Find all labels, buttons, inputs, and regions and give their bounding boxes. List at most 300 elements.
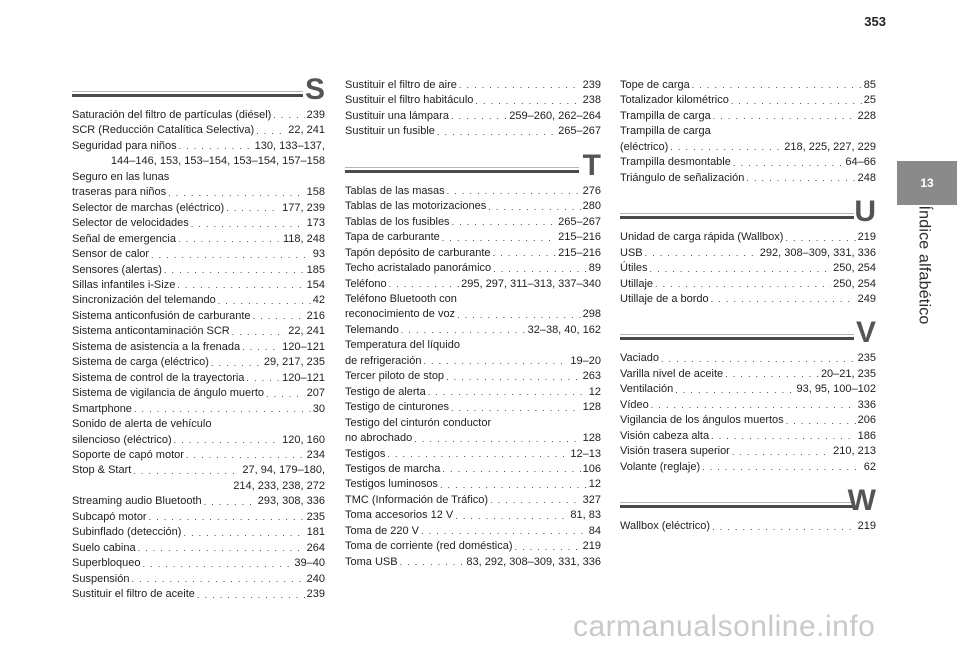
entry-pages[interactable]: 239 bbox=[582, 79, 601, 91]
entry-line bbox=[345, 508, 601, 523]
index-entry bbox=[620, 460, 876, 475]
index-entry bbox=[620, 93, 876, 108]
entry-term: Sistema anticonfusión de carburante bbox=[72, 309, 251, 322]
entry-term: Testigo del cinturón conductor bbox=[345, 416, 492, 429]
entry-term: Seguridad para niños bbox=[72, 139, 177, 152]
entry-pages[interactable]: 336 bbox=[857, 398, 876, 411]
leader-dots bbox=[446, 370, 581, 385]
index-entry bbox=[72, 556, 325, 571]
entry-pages[interactable]: 22, 241 bbox=[288, 325, 325, 338]
chapter-tab[interactable] bbox=[897, 161, 957, 205]
entry-pages[interactable]: 219 bbox=[857, 520, 876, 533]
entry-term: Toma USB bbox=[345, 555, 398, 568]
entry-line bbox=[72, 556, 325, 571]
entry-term: Subcapó motor bbox=[72, 510, 147, 523]
entry-pages[interactable]: 39–40 bbox=[294, 557, 325, 570]
section-letter: W bbox=[847, 484, 876, 518]
entry-pages[interactable]: 292, 308–309, 331, 336 bbox=[759, 246, 876, 259]
leader-dots bbox=[151, 248, 311, 263]
leader-dots bbox=[423, 354, 568, 369]
entry-term: Utillaje bbox=[620, 277, 654, 290]
entry-pages[interactable]: 120–121 bbox=[282, 340, 325, 353]
section-rule bbox=[620, 216, 854, 219]
entry-line bbox=[620, 398, 876, 413]
entry-pages[interactable]: 128 bbox=[582, 432, 601, 445]
section-letter: V bbox=[855, 316, 876, 350]
entry-line bbox=[72, 201, 325, 216]
entry-pages[interactable]: 264 bbox=[306, 541, 325, 554]
entry-pages[interactable]: 293, 308, 336 bbox=[257, 495, 325, 508]
section-rule bbox=[620, 505, 854, 508]
leader-dots bbox=[414, 432, 580, 447]
entry-pages[interactable]: 327 bbox=[582, 493, 601, 506]
index-entry bbox=[345, 261, 601, 276]
entry-term: silencioso (eléctrico) bbox=[72, 433, 172, 446]
entry-term: Subinflado (detección) bbox=[72, 526, 182, 539]
leader-dots bbox=[400, 555, 465, 570]
entry-term: Tope de carga bbox=[620, 79, 690, 91]
index-entry bbox=[72, 293, 325, 308]
entry-line bbox=[345, 477, 601, 492]
entry-term: Stop & Start bbox=[72, 464, 132, 477]
entry-line bbox=[345, 277, 601, 292]
entry-pages[interactable]: 85 bbox=[863, 79, 876, 91]
entry-pages[interactable]: 207 bbox=[306, 387, 325, 400]
entry-line bbox=[345, 109, 601, 124]
entry-pages[interactable]: 295, 297, 311–313, 337–340 bbox=[461, 277, 601, 290]
index-entry bbox=[72, 587, 325, 602]
entry-term: Trampilla de carga bbox=[620, 109, 711, 122]
index-section bbox=[620, 484, 876, 534]
entry-pages[interactable]: 235 bbox=[306, 510, 325, 523]
entry-pages[interactable]: 130, 133–137, bbox=[254, 139, 325, 152]
entry-pages[interactable]: 219 bbox=[582, 540, 601, 553]
entry-pages[interactable]: 248 bbox=[857, 171, 876, 184]
entry-term: Visión trasera superior bbox=[620, 445, 730, 458]
entry-line bbox=[345, 539, 601, 554]
letter-header bbox=[620, 316, 876, 351]
leader-dots bbox=[149, 510, 305, 525]
entry-term: Tablas de las motorizaciones bbox=[345, 200, 487, 213]
index-entry bbox=[345, 524, 601, 539]
leader-dots bbox=[401, 323, 526, 338]
entry-line bbox=[345, 431, 601, 446]
leader-dots bbox=[655, 277, 831, 292]
entry-line bbox=[72, 123, 325, 138]
entry-line bbox=[345, 184, 601, 199]
index-entry bbox=[345, 124, 601, 139]
entry-pages[interactable]: 239 bbox=[306, 588, 325, 601]
entry-line bbox=[345, 338, 601, 353]
index-entry bbox=[620, 398, 876, 413]
index-entry bbox=[72, 417, 325, 448]
entry-line bbox=[620, 124, 876, 139]
index-entry bbox=[620, 155, 876, 170]
entry-term: Sistema anticontaminación SCR bbox=[72, 325, 230, 338]
leader-dots bbox=[675, 383, 794, 398]
entry-pages[interactable]: 42 bbox=[312, 294, 325, 307]
entry-line bbox=[72, 494, 325, 509]
leader-dots bbox=[733, 156, 844, 171]
entry-term: Triángulo de señalización bbox=[620, 171, 745, 184]
entry-pages[interactable]: 215–216 bbox=[558, 231, 601, 244]
index-entry bbox=[345, 400, 601, 415]
leader-dots bbox=[651, 398, 856, 413]
leader-dots bbox=[421, 524, 587, 539]
entry-pages[interactable]: 25 bbox=[863, 94, 876, 107]
leader-dots bbox=[133, 464, 240, 479]
leader-dots bbox=[515, 540, 581, 555]
entry-pages[interactable]: 20–21, 235 bbox=[820, 367, 876, 380]
leader-dots bbox=[442, 231, 556, 246]
index-entry bbox=[345, 292, 601, 323]
entry-term: Señal de emergencia bbox=[72, 232, 176, 245]
entry-pages[interactable]: 32–38, 40, 162 bbox=[527, 323, 601, 336]
entry-term: Tablas de las masas bbox=[345, 184, 445, 197]
index-entry bbox=[345, 539, 601, 554]
entry-line bbox=[620, 444, 876, 459]
entry-pages[interactable]: 235 bbox=[857, 352, 876, 365]
entry-line bbox=[345, 416, 601, 431]
entry-term: traseras para niños bbox=[72, 186, 167, 199]
entry-term: Trampilla de carga bbox=[620, 125, 711, 138]
leader-dots bbox=[451, 401, 581, 416]
entry-term: Tapa de carburante bbox=[345, 231, 440, 244]
index-entry bbox=[72, 463, 325, 494]
index-entry bbox=[620, 382, 876, 397]
entry-pages[interactable]: 186 bbox=[857, 429, 876, 442]
leader-dots bbox=[713, 109, 856, 124]
leader-dots bbox=[493, 262, 587, 277]
entry-pages[interactable]: 259–260, 262–264 bbox=[509, 109, 601, 122]
entry-pages[interactable]: 93 bbox=[312, 248, 325, 261]
entry-pages[interactable]: 219 bbox=[857, 231, 876, 244]
leader-dots bbox=[428, 385, 587, 400]
entry-term: Toma de corriente (red doméstica) bbox=[345, 540, 513, 553]
entry-pages[interactable]: 228 bbox=[857, 109, 876, 122]
entry-term: Techo acristalado panorámico bbox=[345, 262, 492, 275]
entry-line bbox=[620, 351, 876, 366]
entry-line bbox=[345, 447, 601, 462]
entry-term: Selector de velocidades bbox=[72, 217, 189, 230]
index-entry bbox=[345, 199, 601, 214]
entry-line bbox=[620, 277, 876, 292]
entry-term: Utillaje de a bordo bbox=[620, 292, 709, 305]
leader-dots bbox=[447, 184, 581, 199]
entry-term: Testigos bbox=[345, 447, 386, 460]
index-entry bbox=[345, 385, 601, 400]
entry-term: Ventilación bbox=[620, 383, 674, 396]
leader-dots bbox=[186, 448, 305, 463]
leader-dots bbox=[692, 78, 862, 93]
entry-line bbox=[345, 230, 601, 245]
entry-line bbox=[72, 402, 325, 417]
index-entry bbox=[72, 510, 325, 525]
leader-dots bbox=[493, 246, 557, 261]
leader-dots bbox=[442, 462, 580, 477]
page-number: 353 bbox=[864, 14, 886, 29]
leader-dots bbox=[650, 262, 832, 277]
entry-pages[interactable]: 265–267 bbox=[558, 215, 601, 228]
entry-line bbox=[72, 185, 325, 200]
index-entry bbox=[345, 369, 601, 384]
entry-pages[interactable]: 12 bbox=[588, 478, 601, 491]
letter-header bbox=[620, 195, 876, 230]
entry-pages[interactable]: 120, 160 bbox=[282, 433, 325, 446]
entry-line bbox=[345, 261, 601, 276]
entry-pages[interactable]: 250, 254 bbox=[833, 277, 876, 290]
index-entry bbox=[72, 371, 325, 386]
entry-term: Toma accesorios 12 V bbox=[345, 509, 454, 522]
leader-dots bbox=[273, 108, 304, 123]
index-section bbox=[345, 78, 601, 140]
entry-pages[interactable]: 29, 217, 235 bbox=[263, 356, 325, 369]
entry-line bbox=[72, 216, 325, 231]
entry-term: Streaming audio Bluetooth bbox=[72, 495, 202, 508]
entry-line bbox=[620, 460, 876, 475]
entry-pages[interactable]: 239 bbox=[306, 109, 325, 121]
index-column-1 bbox=[72, 73, 325, 617]
entry-pages-continued[interactable]: 144–146, 153, 153–154, 153–154, 157–158 bbox=[110, 155, 325, 168]
index-entry bbox=[72, 525, 325, 540]
entry-line bbox=[72, 293, 325, 308]
entry-line bbox=[72, 340, 325, 355]
leader-dots bbox=[731, 94, 862, 109]
entry-term: Sustituir un fusible bbox=[345, 125, 435, 138]
leader-dots bbox=[256, 124, 286, 139]
leader-dots bbox=[702, 460, 862, 475]
entry-pages[interactable]: 27, 94, 179–180, bbox=[242, 464, 325, 477]
entry-pages[interactable]: 265–267 bbox=[558, 125, 601, 138]
entry-pages[interactable]: 84 bbox=[588, 524, 601, 537]
entry-line bbox=[345, 462, 601, 477]
entry-pages[interactable]: 218, 225, 227, 229 bbox=[784, 140, 876, 153]
entry-line bbox=[72, 572, 325, 587]
entry-pages[interactable]: 249 bbox=[857, 292, 876, 305]
index-entry bbox=[620, 109, 876, 124]
index-entry bbox=[620, 292, 876, 307]
entry-line bbox=[620, 171, 876, 186]
entry-term: Unidad de carga rápida (Wallbox) bbox=[620, 231, 784, 244]
entry-line bbox=[72, 510, 325, 525]
leader-dots bbox=[387, 447, 568, 462]
entry-line bbox=[72, 232, 325, 247]
index-entry bbox=[72, 278, 325, 293]
entry-line bbox=[620, 367, 876, 382]
entry-term: Toma de 220 V bbox=[345, 524, 419, 537]
entry-term: Varilla nivel de aceite bbox=[620, 367, 724, 380]
leader-dots bbox=[246, 371, 280, 386]
leader-dots bbox=[451, 109, 507, 124]
entry-pages[interactable]: 62 bbox=[863, 460, 876, 473]
entry-term: Suspensión bbox=[72, 572, 130, 585]
letter-header bbox=[620, 484, 876, 519]
entry-pages[interactable]: 128 bbox=[582, 401, 601, 414]
entry-pages[interactable]: 81, 83 bbox=[570, 509, 601, 522]
entry-term: Volante (reglaje) bbox=[620, 460, 701, 473]
entry-term: Testigos luminosos bbox=[345, 478, 438, 491]
entry-pages[interactable]: 64–66 bbox=[845, 156, 876, 169]
index-entry bbox=[72, 340, 325, 355]
leader-dots bbox=[179, 139, 253, 154]
chapter-title-vertical bbox=[887, 205, 960, 325]
entry-pages[interactable]: 120–121 bbox=[282, 371, 325, 384]
leader-dots bbox=[488, 200, 580, 215]
leader-dots bbox=[253, 309, 305, 324]
index-entry bbox=[345, 323, 601, 338]
leader-dots bbox=[785, 231, 855, 246]
entry-term: Vigilancia de los ángulos muertos bbox=[620, 414, 784, 427]
entry-pages[interactable]: 240 bbox=[306, 572, 325, 585]
entry-term: Sistema de vigilancia de ángulo muerto bbox=[72, 387, 265, 400]
leader-dots bbox=[712, 520, 856, 535]
entry-line bbox=[345, 124, 601, 139]
leader-dots bbox=[143, 557, 293, 572]
entry-term: Seguro en las lunas bbox=[72, 170, 170, 183]
entry-pages[interactable]: 12–13 bbox=[570, 447, 601, 460]
entry-pages[interactable]: 118, 248 bbox=[282, 232, 325, 245]
entry-line bbox=[72, 278, 325, 293]
leader-dots bbox=[138, 541, 305, 556]
entry-line bbox=[72, 139, 325, 154]
entry-pages[interactable]: 22, 241 bbox=[288, 124, 325, 137]
entry-term: Visión cabeza alta bbox=[620, 429, 710, 442]
entry-pages[interactable]: 12 bbox=[588, 385, 601, 398]
entry-pages[interactable]: 173 bbox=[306, 217, 325, 230]
leader-dots bbox=[725, 367, 819, 382]
entry-line bbox=[620, 246, 876, 261]
leader-dots bbox=[266, 387, 305, 402]
entry-pages[interactable]: 210, 213 bbox=[833, 445, 876, 458]
index-entry bbox=[345, 477, 601, 492]
index-section bbox=[72, 73, 325, 603]
entry-line bbox=[345, 493, 601, 508]
entry-term: Smartphone bbox=[72, 402, 132, 415]
entry-pages[interactable]: 263 bbox=[582, 370, 601, 383]
leader-dots bbox=[211, 356, 262, 371]
leader-dots bbox=[455, 509, 568, 524]
entry-line bbox=[620, 93, 876, 108]
entry-pages[interactable]: 19–20 bbox=[570, 354, 601, 367]
entry-line bbox=[345, 323, 601, 338]
entry-pages[interactable]: 215–216 bbox=[558, 246, 601, 259]
entry-line bbox=[345, 307, 601, 322]
entry-term: Vídeo bbox=[620, 398, 649, 411]
entry-line bbox=[72, 448, 325, 463]
section-letter: T bbox=[582, 148, 601, 182]
index-entry bbox=[620, 261, 876, 276]
entry-pages[interactable]: 298 bbox=[582, 308, 601, 321]
entry-line bbox=[620, 382, 876, 397]
index-entry bbox=[620, 413, 876, 428]
entry-line bbox=[72, 525, 325, 540]
entry-term: Sillas infantiles i-Size bbox=[72, 278, 176, 291]
leader-dots bbox=[197, 588, 305, 603]
entry-term: Sistema de carga (eléctrico) bbox=[72, 356, 209, 369]
entry-pages[interactable]: 177, 239 bbox=[282, 201, 325, 214]
leader-dots bbox=[226, 201, 280, 216]
entry-line bbox=[620, 261, 876, 276]
leader-dots bbox=[440, 478, 587, 493]
entry-line bbox=[345, 246, 601, 261]
entry-line bbox=[72, 463, 325, 478]
index-entry bbox=[620, 367, 876, 382]
entry-pages[interactable]: 83, 292, 308–309, 331, 336 bbox=[466, 555, 601, 568]
entry-term: Testigo de alerta bbox=[345, 385, 426, 398]
index-entry bbox=[345, 215, 601, 230]
entry-pages[interactable]: 250, 254 bbox=[833, 262, 876, 275]
entry-pages[interactable]: 234 bbox=[306, 448, 325, 461]
entry-pages[interactable]: 30 bbox=[312, 402, 325, 415]
section-letter: S bbox=[304, 73, 325, 106]
entry-pages[interactable]: 106 bbox=[582, 462, 601, 475]
entry-pages[interactable]: 154 bbox=[306, 278, 325, 291]
chapter-title: Índice alfabético bbox=[915, 205, 933, 325]
index-entry bbox=[72, 402, 325, 417]
chapter-sidebar bbox=[887, 0, 960, 649]
leader-dots bbox=[661, 352, 856, 367]
letter-header bbox=[72, 73, 325, 108]
entry-pages-continued[interactable]: 214, 233, 238, 272 bbox=[233, 479, 325, 492]
entry-pages[interactable]: 276 bbox=[582, 184, 601, 197]
leader-dots bbox=[786, 414, 856, 429]
index-entry bbox=[72, 247, 325, 262]
leader-dots bbox=[490, 493, 581, 508]
entry-pages[interactable]: 93, 95, 100–102 bbox=[796, 383, 876, 396]
entry-term: de refrigeración bbox=[345, 354, 422, 367]
index-entry bbox=[620, 78, 876, 93]
index-entry bbox=[72, 232, 325, 247]
entry-pages[interactable]: 185 bbox=[306, 263, 325, 276]
index-entry bbox=[72, 263, 325, 278]
entry-term: Totalizador kilométrico bbox=[620, 94, 729, 107]
index-entry bbox=[72, 123, 325, 138]
leader-dots bbox=[177, 278, 304, 293]
entry-term: Sensor de calor bbox=[72, 248, 150, 261]
index-entry bbox=[620, 246, 876, 261]
entry-pages[interactable]: 280 bbox=[582, 200, 601, 213]
index-entry bbox=[72, 201, 325, 216]
index-column-3 bbox=[620, 78, 876, 549]
leader-dots bbox=[452, 215, 557, 230]
index-entry bbox=[72, 355, 325, 370]
entry-term: SCR (Reducción Catalítica Selectiva) bbox=[72, 124, 255, 137]
index-entry bbox=[72, 386, 325, 401]
entry-pages[interactable]: 158 bbox=[306, 186, 325, 199]
entry-line bbox=[345, 78, 601, 93]
index-entry bbox=[72, 448, 325, 463]
index-entry bbox=[620, 171, 876, 186]
entry-pages[interactable]: 238 bbox=[582, 94, 601, 107]
entry-term: Sensores (alertas) bbox=[72, 263, 162, 276]
entry-pages[interactable]: 89 bbox=[588, 262, 601, 275]
entry-line bbox=[72, 541, 325, 556]
entry-term: Teléfono bbox=[345, 277, 387, 290]
entry-term: Útiles bbox=[620, 262, 648, 275]
section-rule bbox=[345, 170, 579, 173]
entry-pages[interactable]: 181 bbox=[306, 526, 325, 539]
index-entry bbox=[72, 216, 325, 231]
leader-dots bbox=[183, 526, 304, 541]
entry-line bbox=[620, 230, 876, 245]
entry-term: Sustituir el filtro de aire bbox=[345, 79, 457, 91]
entry-pages[interactable]: 206 bbox=[857, 414, 876, 427]
entry-term: Wallbox (eléctrico) bbox=[620, 520, 711, 533]
entry-pages[interactable]: 216 bbox=[306, 309, 325, 322]
leader-dots bbox=[389, 277, 460, 292]
section-rule bbox=[72, 94, 303, 97]
index-entry bbox=[345, 462, 601, 477]
